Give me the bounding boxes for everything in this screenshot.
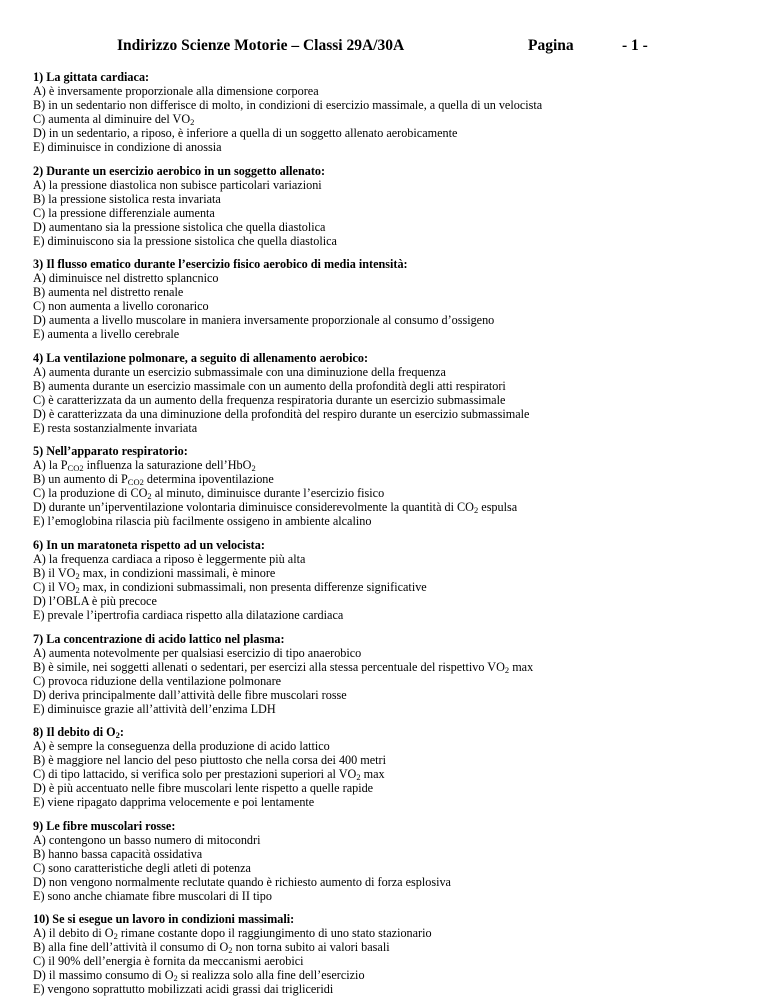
answer-option: C) il 90% dell’energia è fornita da meccanismi aerobici	[33, 954, 304, 969]
question-10	[33, 912, 753, 996]
answer-option: C) il $VO_2$ max, in condizioni submassimali, non presenta differenze significative	[33, 579, 427, 595]
question-title: 8) Il debito di $O_2$:	[33, 725, 124, 741]
question-title: 5) Nell’apparato respiratorio:	[33, 444, 188, 459]
answer-option: C) la pressione differenziale aumenta	[33, 205, 215, 220]
question-title: 2) Durante un esercizio aerobico in un soggetto allenato:	[33, 163, 326, 178]
question-title: 6) In un maratoneta rispetto ad un velocista:	[33, 537, 265, 552]
answer-option: E) diminuiscono sia la pressione sistolica che quella diastolica	[33, 233, 337, 248]
answer-option: E) aumenta a livello cerebrale	[33, 327, 180, 342]
answer-option: D) durante un’iperventilazione volontaria diminuisce considerevolmente la quantità di $CO_2$ espulsa	[33, 500, 518, 516]
answer-option: C) aumenta al diminuire del $VO_2$	[33, 112, 195, 127]
answer-option: D) aumenta a livello muscolare in maniera inversamente proporzionale al consumo d’ossigeno	[33, 313, 495, 328]
answer-option: E) viene ripagato dapprima velocemente e poi lentamente	[33, 795, 315, 810]
answer-option: A) il debito di $O_2$ rimane costante dopo il raggiungimento di uno stato stazionario	[33, 926, 432, 942]
answer-option: E) prevale l’ipertrofia cardiaca rispetto alla dilatazione cardiaca	[33, 607, 344, 622]
question-5	[33, 444, 753, 528]
page-number: - 1 -	[622, 37, 648, 54]
answer-option: E) sono anche chiamate fibre muscolari di II tipo	[33, 888, 272, 903]
answer-option: C) la produzione di $CO_2$ al minuto, diminuisce durante l’esercizio fisico	[33, 486, 385, 502]
question-title: 1) La gittata cardiaca:	[33, 70, 150, 84]
question-6	[33, 538, 753, 622]
question-1	[33, 70, 753, 154]
answer-option: A) aumenta notevolmente per qualsiasi esercizio di tipo anaerobico	[33, 645, 362, 660]
question-title: 10) Se si esegue un lavoro in condizioni massimali:	[33, 912, 295, 927]
answer-option: C) provoca riduzione della ventilazione polmonare	[33, 673, 282, 688]
answer-option: A) è sempre la conseguenza della produzione di acido lattico	[33, 739, 330, 754]
answer-option: C) di tipo lattacido, si verifica solo per prestazioni superiori al $VO_2$ max	[33, 767, 385, 783]
answer-option: B) hanno bassa capacità ossidativa	[33, 846, 203, 861]
answer-option: D) è caratterizzata da una diminuzione della profondità del respiro durante un esercizio submassimale	[33, 406, 530, 421]
question-title: 7) La concentrazione di acido lattico nel plasma:	[33, 631, 285, 646]
answer-option: B) è maggiore nel lancio del peso piuttosto che nella corsa dei 400 metri	[33, 753, 386, 768]
question-4	[33, 351, 753, 435]
answer-option: E) diminuisce grazie all’attività dell’enzima LDH	[33, 701, 276, 716]
answer-option: C) non aumenta a livello coronarico	[33, 299, 209, 314]
question-7	[33, 632, 753, 716]
answer-option: E) l’emoglobina rilascia più facilmente ossigeno in ambiente alcalino	[33, 514, 372, 529]
answer-option: D) aumentano sia la pressione sistolica che quella diastolica	[33, 219, 326, 234]
answer-option: B) un aumento di $P_{CO2}$ determina ipoventilazione	[33, 472, 274, 488]
answer-option: C) sono caratteristiche degli atleti di potenza	[33, 860, 251, 875]
answer-option: D) l’OBLA è più precoce	[33, 593, 157, 608]
header-title: Indirizzo Scienze Motorie – Classi 29A/30A	[117, 37, 405, 54]
question-9	[33, 819, 753, 903]
answer-option: A) diminuisce nel distretto splancnico	[33, 271, 219, 286]
answer-option: E) resta sostanzialmente invariata	[33, 420, 198, 435]
answer-option: A) contengono un basso numero di mitocondri	[33, 832, 261, 847]
answer-option: D) deriva principalmente dall’attività delle fibre muscolari rosse	[33, 687, 347, 702]
page-header	[0, 37, 768, 57]
answer-option: E) diminuisce in condizione di anossia	[33, 140, 222, 154]
question-3	[33, 257, 753, 341]
answer-option: B) è simile, nei soggetti allenati o sedentari, per esercizi alla stessa percentuale del rispettivo $VO_2$ max	[33, 659, 534, 675]
question-title: 3) Il flusso ematico durante l’esercizio fisico aerobico di media intensità:	[33, 257, 408, 272]
question-title: 4) La ventilazione polmonare, a seguito di allenamento aerobico:	[33, 350, 369, 365]
answer-option: C) è caratterizzata da un aumento della frequenza respiratoria durante un esercizio submassimale	[33, 392, 506, 407]
page-label: Pagina	[528, 37, 574, 54]
answer-option: A) è inversamente proporzionale alla dimensione corporea	[33, 84, 319, 98]
answer-option: D) è più accentuato nelle fibre muscolari lente rispetto a quelle rapide	[33, 781, 374, 796]
answer-option: B) alla fine dell’attività il consumo di $O_2$ non torna subito ai valori basali	[33, 940, 390, 956]
answer-option: A) la $P_{CO2}$ influenza la saturazione dell’HbO$_2$	[33, 458, 256, 474]
answer-option: B) la pressione sistolica resta invariata	[33, 191, 221, 206]
question-2	[33, 164, 753, 248]
question-title: 9) Le fibre muscolari rosse:	[33, 818, 176, 833]
answer-option: E) vengono soprattutto mobilizzati acidi grassi dai trigliceridi	[33, 982, 334, 997]
answer-option: B) in un sedentario non differisce di molto, in condizioni di esercizio massimale, a quella di un velocista	[33, 98, 543, 112]
answer-option: D) non vengono normalmente reclutate quando è richiesto aumento di forza esplosiva	[33, 874, 451, 889]
answer-option: B) aumenta nel distretto renale	[33, 285, 184, 300]
question-8	[33, 725, 753, 809]
answer-option: A) la frequenza cardiaca a riposo è leggermente più alta	[33, 551, 306, 566]
answer-option: B) il $VO_2$ max, in condizioni massimali, è minore	[33, 565, 276, 581]
answer-option: A) aumenta durante un esercizio submassimale con una diminuzione della frequenza	[33, 364, 446, 379]
answer-option: B) aumenta durante un esercizio massimale con un aumento della profondità degli atti respiratori	[33, 378, 506, 393]
answer-option: D) il massimo consumo di $O_2$ si realizza solo alla fine dell’esercizio	[33, 968, 365, 984]
questions-list	[33, 70, 753, 1006]
answer-option: A) la pressione diastolica non subisce particolari variazioni	[33, 177, 322, 192]
answer-option: D) in un sedentario, a riposo, è inferiore a quella di un soggetto allenato aerobicamente	[33, 126, 458, 140]
